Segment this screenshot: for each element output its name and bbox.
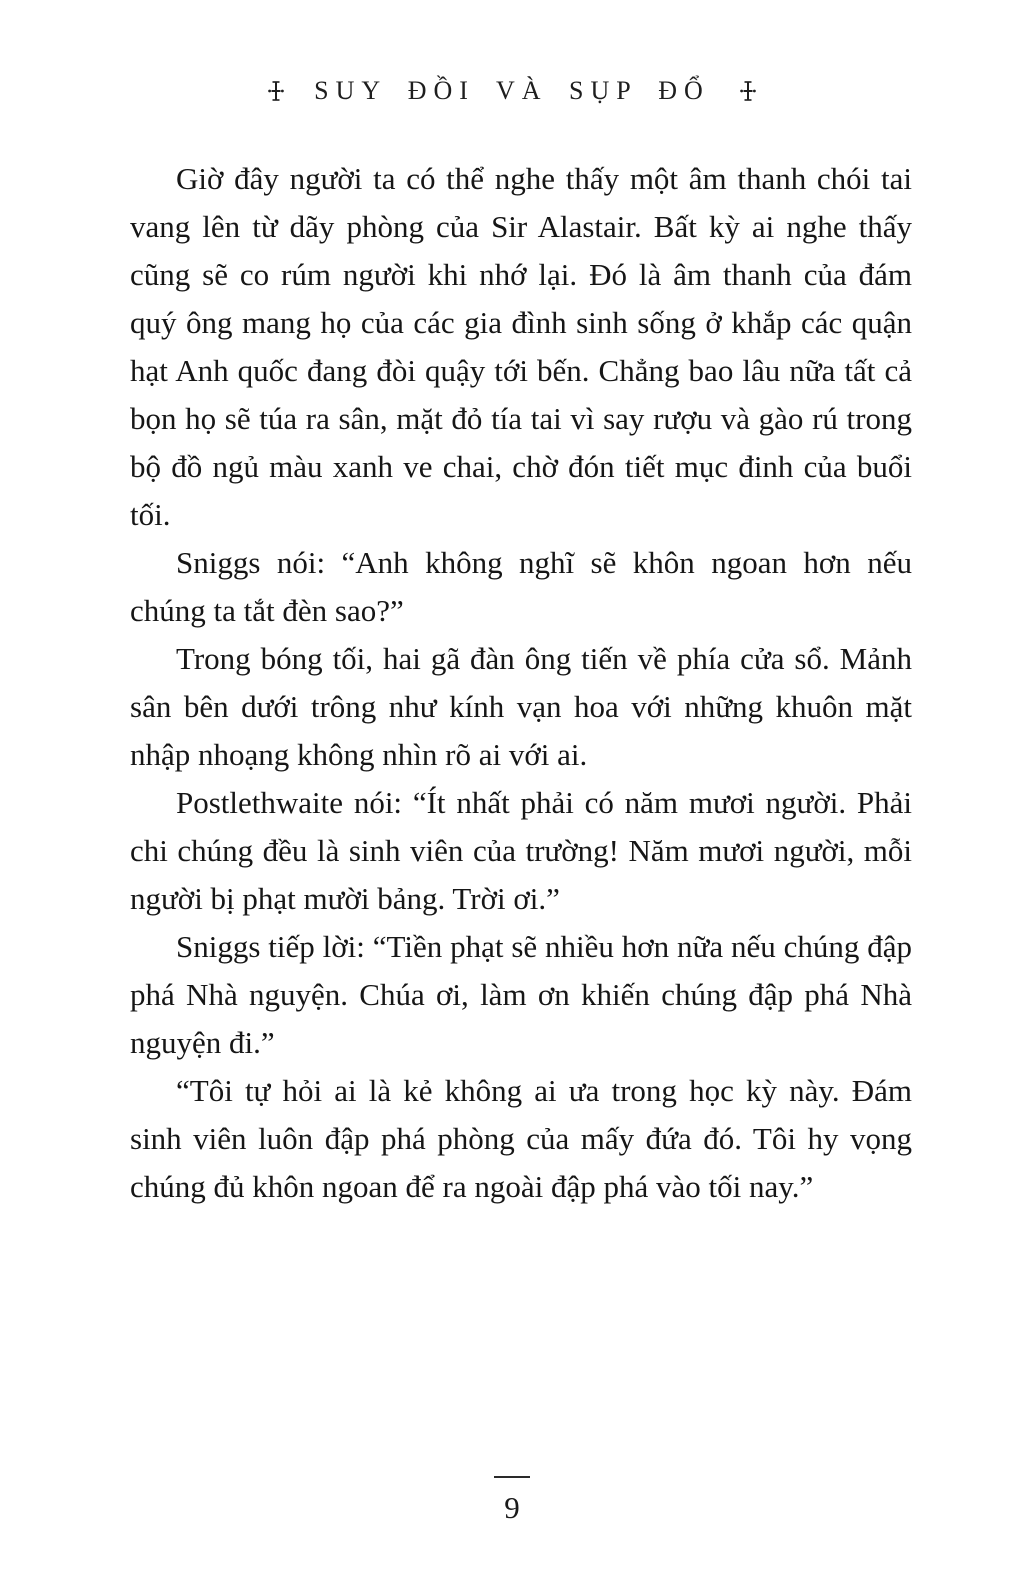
page-footer [0, 1476, 1024, 1523]
ornament-icon [268, 80, 284, 102]
running-header [0, 76, 1024, 106]
footer-rule [494, 1476, 530, 1478]
page-number: 9 [504, 1490, 520, 1525]
body-text [130, 155, 912, 1211]
ornament-icon [740, 80, 756, 102]
paragraph: Sniggs nói: “Anh không nghĩ sẽ khôn ngoan hơn nếu chúng ta tắt đèn sao?” [130, 545, 912, 628]
paragraph: Trong bóng tối, hai gã đàn ông tiến về phía cửa sổ. Mảnh sân bên dưới trông như kính vạn hoa với những khuôn mặt nhập nhoạng không nhìn rõ ai với ai. [130, 641, 912, 772]
paragraph: “Tôi tự hỏi ai là kẻ không ai ưa trong học kỳ này. Đám sinh viên luôn đập phá phòng của mấy đứa đó. Tôi hy vọng chúng đủ khôn ngoan để ra ngoài đập phá vào tối nay.” [130, 1073, 912, 1204]
paragraph: Giờ đây người ta có thể nghe thấy một âm thanh chói tai vang lên từ dãy phòng của Sir Alastair. Bất kỳ ai nghe thấy cũng sẽ co rúm người khi nhớ lại. Đó là âm thanh của đám quý ông mang họ của các gia đình sinh sống ở khắp các quận hạt Anh quốc đang đòi quậy tới bến. Chẳng bao lâu nữa tất cả bọn họ sẽ túa ra sân, mặt đỏ tía tai vì say rượu và gào rú trong bộ đồ ngủ màu xanh ve chai, chờ đón tiết mục đinh của buổi tối. [130, 161, 912, 532]
paragraph: Sniggs tiếp lời: “Tiền phạt sẽ nhiều hơn nữa nếu chúng đập phá Nhà nguyện. Chúa ơi, làm ơn khiến chúng đập phá Nhà nguyện đi.” [130, 929, 912, 1060]
paragraph: Postlethwaite nói: “Ít nhất phải có năm mươi người. Phải chi chúng đều là sinh viên của trường! Năm mươi người, mỗi người bị phạt mười bảng. Trời ơi.” [130, 785, 912, 916]
chapter-title: SUY ĐỒI VÀ SỤP ĐỔ [314, 76, 710, 105]
